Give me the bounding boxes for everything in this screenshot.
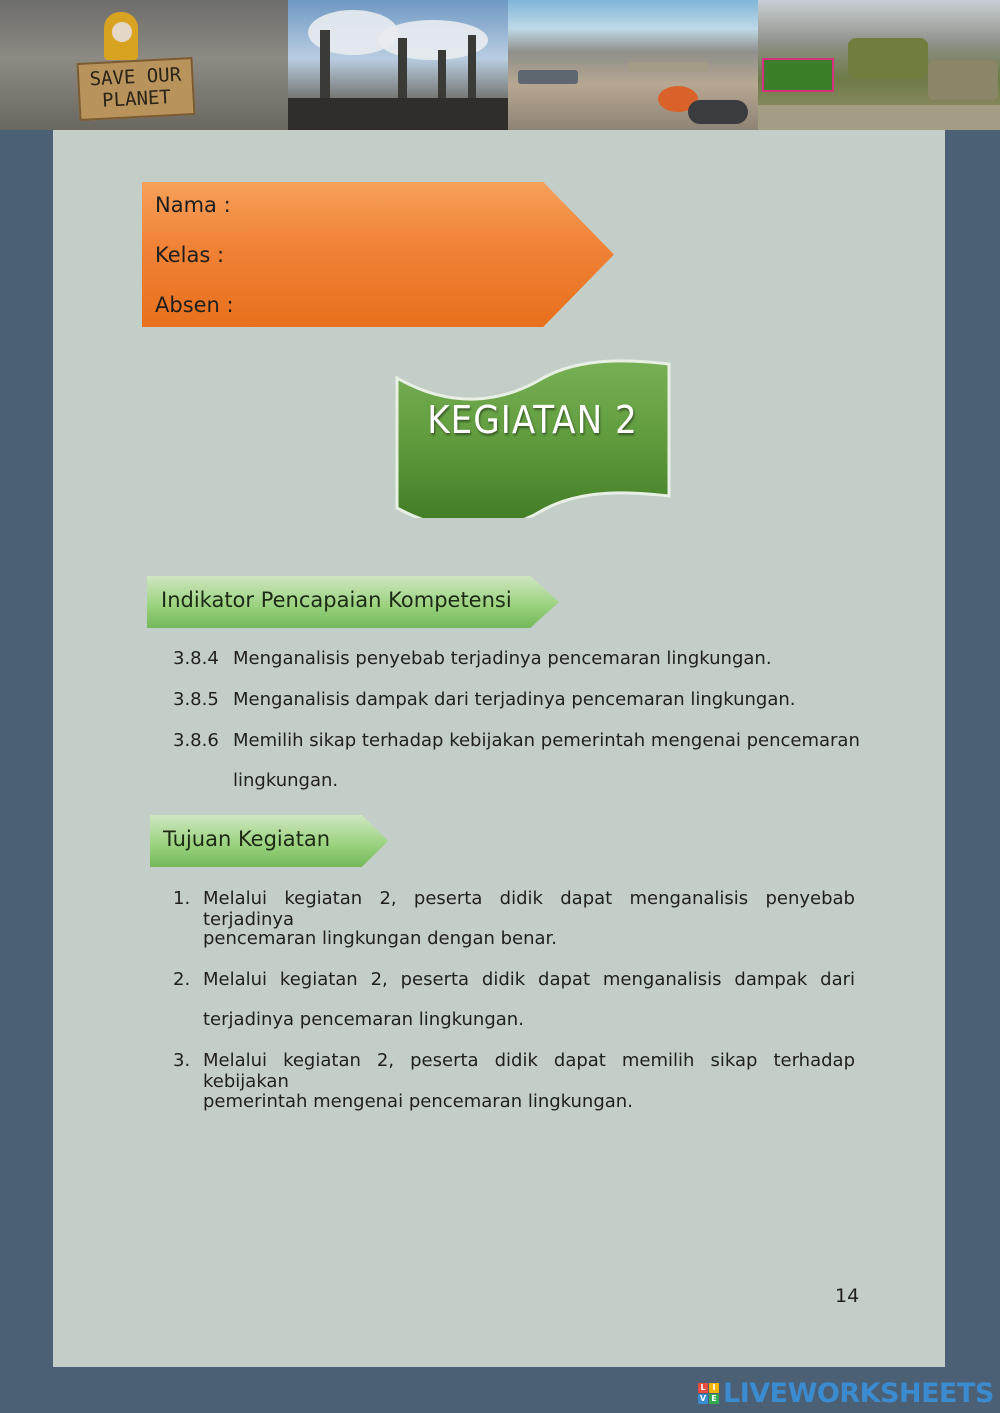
child-face [112,22,132,42]
goal-number: 3. [173,1050,191,1071]
factory-base [288,98,508,130]
goal-text: Melalui kegiatan 2, peserta didik dapat memilih sikap terhadap kebijakan [203,1050,855,1092]
indicator-number: 3.8.5 [173,689,219,710]
kelas-label: Kelas : [155,243,225,267]
liveworksheets-grid-icon [698,1383,719,1404]
goal-number: 2. [173,969,191,990]
street [758,105,1000,130]
indicator-text: Menganalisis dampak dari terjadinya pencemaran lingkungan. [233,689,796,710]
goal-number: 1. [173,888,191,909]
activity-title: KEGIATAN 2 [427,398,638,442]
protest-sign [77,57,196,121]
save-our-planet-photo [0,0,288,130]
goal-text-continued: pencemaran lingkungan dengan benar. [203,928,558,949]
logo-letter: L [698,1383,708,1393]
garbage-pile [928,60,998,100]
nama-label: Nama : [155,193,231,217]
liveworksheets-brand: LIVEWORKSHEETS [723,1378,994,1409]
indicator-text: Menganalisis penyebab terjadinya pencemaran lingkungan. [233,648,772,669]
factory-smoke-photo [288,0,508,130]
logo-letter: V [699,1394,707,1403]
indicator-number: 3.8.6 [173,730,219,751]
sign-line-2: PLANET [101,86,172,112]
indicator-number: 3.8.4 [173,648,219,669]
polluted-beach-photo [508,0,758,130]
goal-text-continued: pemerintah mengenai pencemaran lingkungan. [203,1091,633,1112]
absen-label: Absen : [155,293,234,317]
page-number: 14 [835,1285,860,1307]
logo-letter: E [709,1394,719,1404]
debris [628,62,708,72]
indicator-text-continued: lingkungan. [233,770,339,791]
garbage-pile [848,38,928,78]
liveworksheets-logo[interactable] [698,1378,994,1409]
logo-letter: I [709,1383,719,1393]
garbage-cart [762,58,834,92]
indicator-text: Memilih sikap terhadap kebijakan pemerintah mengenai pencemaran [233,730,860,751]
indicator-heading: Indikator Pencapaian Kompetensi [161,588,512,612]
header-photo-banner [0,0,1000,130]
goals-heading: Tujuan Kegiatan [163,827,331,851]
goal-text: Melalui kegiatan 2, peserta didik dapat menganalisis penyebab terjadinya [203,888,855,930]
debris [688,100,748,124]
sign-line-1: SAVE OUR [89,63,182,91]
debris [518,70,578,84]
street-garbage-photo [758,0,1000,130]
goal-text: Melalui kegiatan 2, peserta didik dapat menganalisis dampak dari [203,969,855,990]
goal-text-continued: terjadinya pencemaran lingkungan. [203,1009,524,1030]
